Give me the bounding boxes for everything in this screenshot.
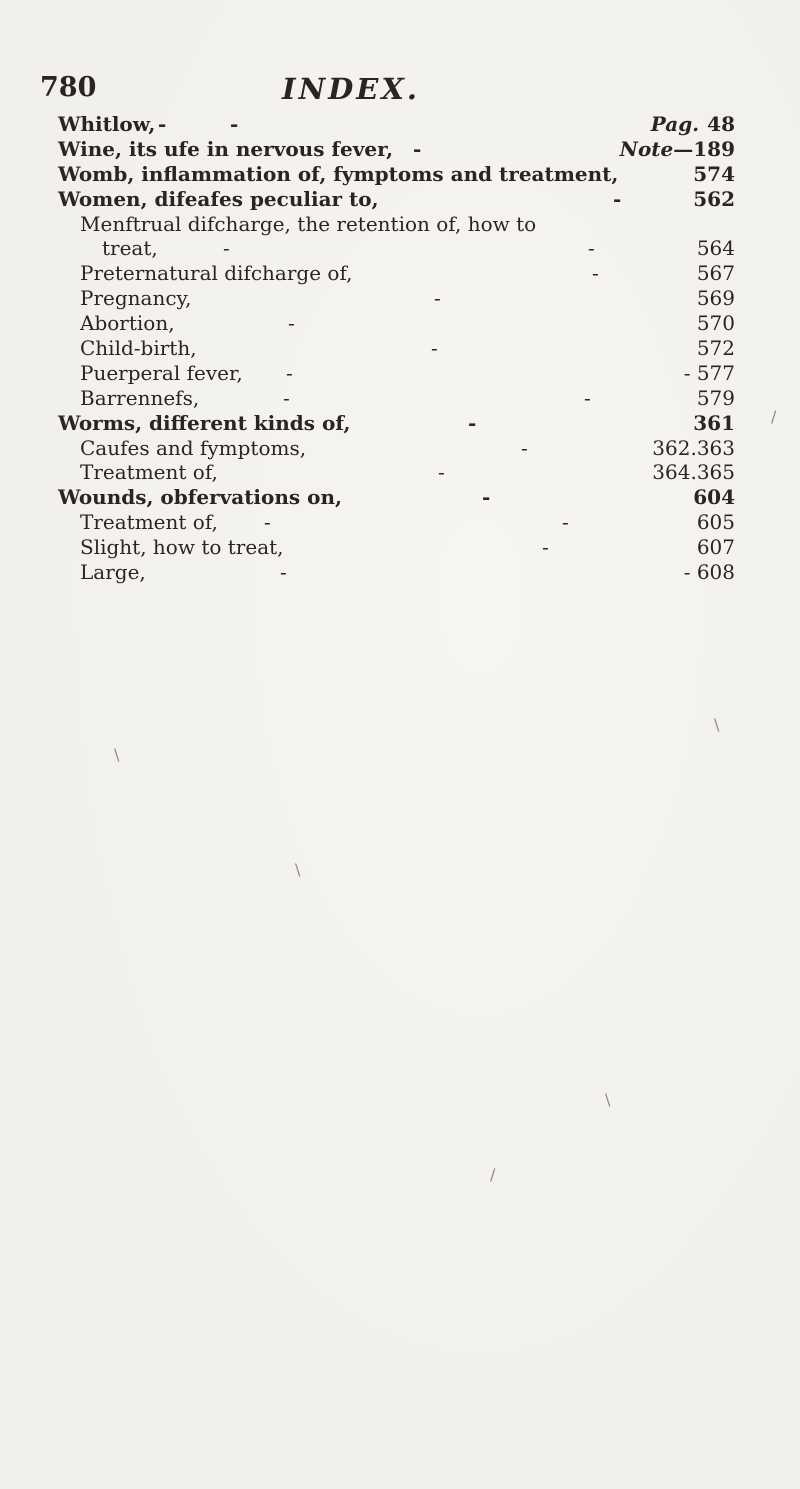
entry-label: Pregnancy, bbox=[80, 286, 192, 311]
entry-leader: - bbox=[158, 112, 167, 136]
entry-label: Puerperal fever, bbox=[80, 360, 243, 385]
entry-leader: - bbox=[413, 136, 422, 161]
entry-page-ref: 364.365 bbox=[652, 460, 735, 485]
entry-leader: - bbox=[588, 236, 595, 261]
entry-page-ref: - 608 bbox=[683, 560, 735, 585]
entry-label: treat, bbox=[102, 236, 158, 261]
entry-page-ref: 607 bbox=[696, 535, 735, 560]
entry-leader: - bbox=[521, 435, 528, 460]
index-entry bbox=[58, 460, 735, 485]
entry-label: Large, bbox=[80, 560, 146, 585]
entry-page-ref: 574 bbox=[693, 161, 735, 186]
stray-mark: \ bbox=[114, 745, 120, 764]
entry-label: Preternatural difcharge of, bbox=[80, 261, 353, 286]
entry-leader: - bbox=[613, 186, 622, 211]
entry-page-ref: 570 bbox=[696, 311, 735, 336]
entry-page-ref: 562 bbox=[693, 186, 735, 211]
index-entry bbox=[58, 286, 735, 311]
entry-leader: - bbox=[542, 535, 549, 560]
index-entries bbox=[58, 112, 735, 585]
stray-mark: / bbox=[490, 1165, 496, 1184]
entry-label: Wounds, obfervations on, bbox=[58, 485, 342, 510]
index-entry bbox=[58, 535, 735, 560]
entry-label: Barrennefs, bbox=[80, 385, 200, 410]
index-entry bbox=[58, 510, 735, 535]
entry-leader: - bbox=[468, 410, 477, 435]
index-entry bbox=[58, 485, 735, 510]
entry-leader: - bbox=[434, 286, 441, 311]
entry-label: Caufes and fymptoms, bbox=[80, 435, 307, 460]
entry-leader: - bbox=[482, 485, 491, 510]
entry-leader: - bbox=[288, 311, 295, 336]
index-entry bbox=[58, 361, 735, 386]
stray-mark: / bbox=[771, 407, 777, 426]
stray-mark: \ bbox=[605, 1090, 611, 1109]
entry-page-ref: 564 bbox=[696, 236, 735, 261]
index-entry bbox=[58, 162, 735, 187]
entry-label: Child-birth, bbox=[80, 336, 197, 361]
index-entry bbox=[58, 137, 735, 162]
entry-page-ref bbox=[651, 112, 735, 137]
entry-page-ref: 579 bbox=[696, 385, 735, 410]
entry-label: Menftrual difcharge, the retention of, how to bbox=[80, 211, 537, 236]
page-number: 780 bbox=[40, 72, 97, 103]
entry-page-ref: 569 bbox=[696, 286, 735, 311]
entry-leader: - bbox=[431, 336, 438, 361]
entry-label: Wine, its ufe in nervous fever, bbox=[58, 136, 394, 161]
index-entry bbox=[58, 187, 735, 212]
entry-leader: - bbox=[584, 385, 591, 410]
entry-leader: - bbox=[283, 385, 290, 410]
entry-leader: - bbox=[223, 236, 230, 261]
ref-prefix: Pag. bbox=[650, 112, 700, 136]
stray-mark: \ bbox=[714, 715, 720, 734]
entry-leader: - bbox=[592, 261, 599, 286]
entry-page-ref: 572 bbox=[696, 336, 735, 361]
index-entry bbox=[58, 236, 735, 261]
entry-page-ref: - 577 bbox=[683, 360, 735, 385]
entry-label: Womb, inflammation of, fymptoms and treatment, bbox=[58, 161, 619, 186]
entry-leader: - bbox=[562, 510, 569, 535]
entry-leader: - bbox=[264, 510, 271, 535]
index-entry bbox=[58, 112, 735, 137]
index-entry bbox=[58, 336, 735, 361]
entry-label: Women, difeafes peculiar to, bbox=[58, 186, 379, 211]
page-header bbox=[40, 72, 760, 112]
index-entry bbox=[58, 411, 735, 436]
entry-leader: - bbox=[438, 460, 445, 485]
entry-leader: - bbox=[286, 360, 293, 385]
entry-page-ref: 604 bbox=[693, 485, 735, 510]
entry-label: Slight, how to treat, bbox=[80, 535, 284, 560]
running-title: INDEX. bbox=[282, 72, 420, 106]
entry-label: Worms, different kinds of, bbox=[58, 410, 351, 435]
entry-leader: - bbox=[230, 112, 239, 136]
index-entry bbox=[58, 436, 735, 461]
index-entry bbox=[58, 261, 735, 286]
entry-label: Treatment of, bbox=[80, 510, 218, 535]
ref-prefix: Note bbox=[619, 136, 674, 161]
entry-page-ref: 605 bbox=[696, 510, 735, 535]
index-entry bbox=[58, 386, 735, 411]
index-entry bbox=[58, 311, 735, 336]
entry-page-ref bbox=[620, 137, 735, 162]
index-entry bbox=[58, 212, 735, 237]
stray-mark: \ bbox=[295, 860, 301, 879]
entry-page-ref: 567 bbox=[696, 261, 735, 286]
entry-page-ref: 362.363 bbox=[652, 435, 735, 460]
ref-number: —189 bbox=[673, 136, 735, 161]
entry-label: Abortion, bbox=[80, 311, 175, 336]
index-entry bbox=[58, 560, 735, 585]
entry-leader: - bbox=[280, 560, 287, 585]
entry-label: Treatment of, bbox=[80, 460, 218, 485]
entry-page-ref: 361 bbox=[693, 410, 735, 435]
entry-label: Whitlow, bbox=[58, 112, 156, 136]
ref-number: 48 bbox=[707, 112, 735, 136]
